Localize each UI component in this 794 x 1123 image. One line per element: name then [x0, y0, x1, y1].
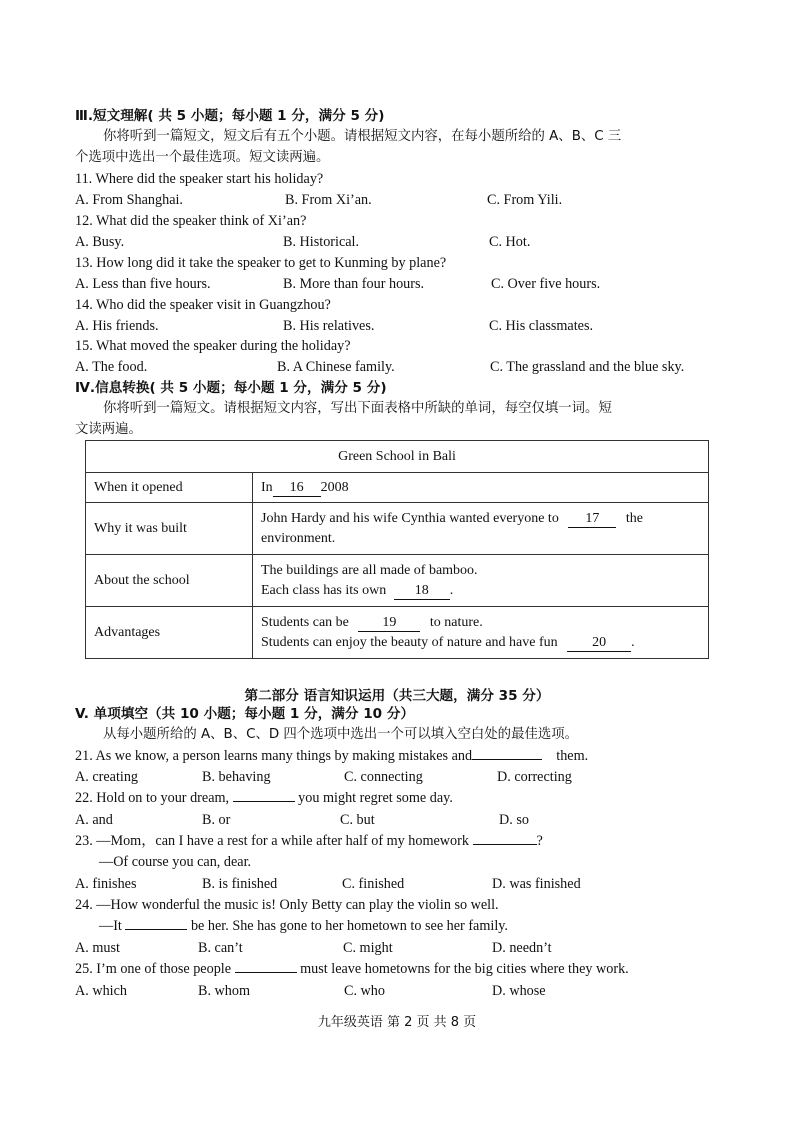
option-21b: B. behaving [202, 769, 271, 785]
option-11b: B. From Xi’an. [285, 192, 372, 208]
section4-instruction-2: 文读两遍。 [75, 422, 142, 437]
option-21d: D. correcting [497, 769, 572, 785]
section3-instruction-2: 个选项中选出一个最佳选项。短文读两遍。 [75, 150, 330, 165]
adv-suffix-2: . [631, 634, 635, 650]
option-24b: B. can’t [198, 940, 243, 956]
section3-title: Ⅲ.短文理解( 共 5 小题；每小题 1 分，满分 5 分) [75, 108, 385, 124]
why-prefix: John Hardy and his wife Cynthia wanted everyone to [261, 510, 559, 526]
option-23b: B. is finished [202, 876, 278, 892]
section3-instruction-1: 你将听到一篇短文，短文后有五个小题。请根据短文内容，在每小题所给的 A、B、C 三 [103, 129, 622, 144]
question-23-text: 23. —Mom，can I have a rest for a while after half of my homework [75, 833, 469, 849]
about-prefix: Each class has its own [261, 582, 387, 598]
option-23d: D. was finished [492, 876, 581, 892]
about-suffix: . [449, 582, 454, 598]
option-25d: D. whose [492, 983, 546, 999]
part2-title: 第二部分 语言知识运用（共三大题，满分 35 分） [244, 688, 550, 704]
table-label-advantages: Advantages [86, 607, 253, 659]
option-12a: A. Busy. [75, 234, 125, 250]
adv-prefix-2: Students can enjoy the beauty of nature and have fun [261, 634, 558, 650]
option-23c: C. finished [342, 876, 405, 892]
option-11c: C. From Yili. [487, 192, 563, 208]
why-line2: environment. [261, 530, 336, 546]
question-22 [75, 789, 453, 807]
option-15c: C. The grassland and the blue sky. [490, 359, 685, 375]
adv-suffix: to nature. [429, 614, 483, 630]
blank-21[interactable] [472, 759, 542, 760]
option-24a: A. must [75, 940, 120, 956]
option-14c: C. His classmates. [489, 318, 594, 334]
table-title: Green School in Bali [86, 441, 709, 473]
option-12b: B. Historical. [283, 234, 360, 250]
blank-23[interactable] [473, 844, 537, 845]
blank-19[interactable]: 19 [358, 615, 420, 632]
option-22a: A. and [75, 812, 113, 828]
blank-24[interactable] [125, 929, 187, 930]
section5-instruction: 从每小题所给的 A、B、C、D 四个选项中选出一个可以填入空白处的最佳选项。 [103, 727, 579, 742]
question-21 [75, 747, 588, 765]
section5-title: V. 单项填空（共 10 小题；每小题 1 分，满分 10 分） [75, 706, 415, 722]
question-22-tail: you might regret some day. [298, 790, 453, 806]
blank-20[interactable]: 20 [567, 635, 631, 652]
table-cell-about [253, 555, 709, 607]
page-footer: 九年级英语 第 2 页 共 8 页 [317, 1015, 477, 1030]
question-24-reply [99, 917, 508, 935]
option-25a: A. which [75, 983, 128, 999]
question-12: 12. What did the speaker think of Xi’an? [75, 213, 307, 229]
option-24c: C. might [343, 940, 393, 956]
option-22d: D. so [499, 812, 529, 828]
option-14b: B. His relatives. [283, 318, 375, 334]
option-25c: C. who [344, 983, 385, 999]
option-12c: C. Hot. [489, 234, 531, 250]
option-15a: A. The food. [75, 359, 148, 375]
option-13a: A. Less than five hours. [75, 276, 211, 292]
option-14a: A. His friends. [75, 318, 159, 334]
blank-25[interactable] [235, 972, 297, 973]
table-label-why: Why it was built [86, 503, 253, 555]
option-21c: C. connecting [344, 769, 423, 785]
table-cell-why [253, 503, 709, 555]
option-13c: C. Over five hours. [491, 276, 601, 292]
question-25 [75, 960, 629, 978]
question-25-text: 25. I’m one of those people [75, 961, 232, 977]
question-23-tail: ? [536, 833, 543, 849]
question-23 [75, 832, 543, 850]
option-24d: D. needn’t [492, 940, 552, 956]
question-24-text: —It [99, 918, 122, 934]
question-21-text: 21. As we know, a person learns many things by making mistakes and [75, 748, 473, 764]
section4-title: Ⅳ.信息转换( 共 5 小题；每小题 1 分，满分 5 分) [75, 380, 387, 396]
question-13: 13. How long did it take the speaker to get to Kunming by plane? [75, 255, 447, 271]
blank-22[interactable] [233, 801, 295, 802]
opened-year: 2008 [320, 479, 349, 495]
table-label-opened: When it opened [86, 473, 253, 503]
adv-prefix: Students can be [261, 614, 349, 630]
option-21a: A. creating [75, 769, 139, 785]
option-23a: A. finishes [75, 876, 137, 892]
option-22b: B. or [202, 812, 231, 828]
option-11a: A. From Shanghai. [75, 192, 183, 208]
question-25-tail: must leave hometowns for the big cities where they work. [300, 961, 629, 977]
blank-16[interactable]: 16 [273, 480, 321, 497]
blank-17[interactable]: 17 [568, 511, 616, 528]
table-label-about: About the school [86, 555, 253, 607]
option-13b: B. More than four hours. [283, 276, 425, 292]
question-24: 24. —How wonderful the music is! Only Betty can play the violin so well. [75, 897, 499, 913]
info-table [85, 440, 709, 659]
question-11: 11. Where did the speaker start his holiday? [75, 171, 324, 187]
question-21-tail: them. [556, 748, 589, 764]
option-22c: C. but [340, 812, 375, 828]
section4-instruction-1: 你将听到一篇短文。请根据短文内容，写出下面表格中所缺的单词，每空仅填一词。短 [103, 401, 612, 416]
why-suffix: the [625, 510, 643, 526]
option-25b: B. whom [198, 983, 251, 999]
question-15: 15. What moved the speaker during the holiday? [75, 338, 351, 354]
table-cell-opened [253, 473, 709, 503]
option-15b: B. A Chinese family. [277, 359, 395, 375]
question-14: 14. Who did the speaker visit in Guangzhou? [75, 297, 331, 313]
about-line1: The buildings are all made of bamboo. [261, 562, 478, 578]
question-22-text: 22. Hold on to your dream, [75, 790, 230, 806]
opened-prefix: In [261, 479, 273, 495]
question-24-tail: be her. She has gone to her hometown to see her family. [190, 918, 508, 934]
blank-18[interactable]: 18 [394, 583, 450, 600]
question-23-reply: —Of course you can, dear. [99, 854, 252, 870]
table-cell-advantages [253, 607, 709, 659]
